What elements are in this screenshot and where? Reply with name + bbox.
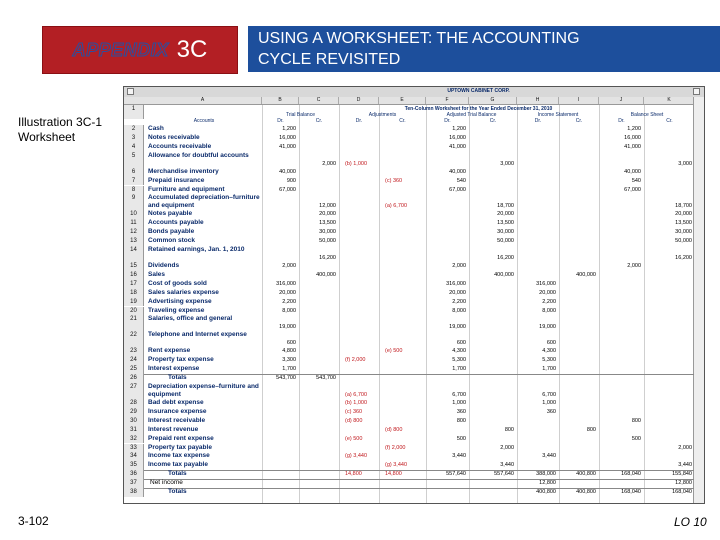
amount-cell[interactable]: (f) 2,000 [385,444,406,451]
account-name-cell[interactable]: Net income [150,479,183,487]
amount-cell[interactable]: 16,200 [675,255,692,261]
title-banner [248,26,720,72]
amount-cell[interactable]: (f) 2,000 [345,357,366,364]
drcr-header[interactable]: Cr. [315,118,323,124]
amount-cell[interactable]: 67,000 [624,186,641,193]
amount-cell[interactable]: (c) 360 [385,177,403,184]
account-name-cell[interactable]: Interest revenue [148,425,199,433]
amount-cell[interactable]: 1,700 [452,366,466,373]
amount-cell[interactable]: 500 [456,435,466,442]
account-name-cell[interactable]: Bad debt expense [148,399,204,406]
amount-cell[interactable]: 400,800 [536,489,556,495]
amount-cell[interactable]: (g) 3,440 [385,462,408,469]
row-number[interactable]: 3 [124,134,144,143]
grid-line [469,105,470,503]
row-number[interactable]: 19 [124,298,144,307]
amount-cell[interactable]: 40,000 [449,168,466,175]
row-number[interactable]: 24 [124,356,144,365]
row-number[interactable]: 16 [124,271,144,280]
row-number[interactable]: 1 [124,105,144,119]
amount-cell[interactable]: 5,300 [542,357,556,364]
amount-cell[interactable]: 600 [456,340,466,347]
title-line-2: CYCLE REVISITED [258,51,401,68]
amount-cell[interactable]: (b) 1,000 [345,160,368,167]
account-name-cell[interactable]: Insurance expense [148,407,207,415]
amount-cell[interactable]: 41,000 [624,143,641,150]
drcr-header[interactable]: Cr. [666,118,673,124]
amount-cell[interactable]: 19,000 [539,324,556,331]
account-name-cell[interactable]: Bonds payable [148,228,195,236]
amount-cell[interactable]: 168,040 [621,471,641,478]
amount-cell[interactable]: 155,840 [672,471,692,478]
row-number[interactable]: 37 [124,479,144,488]
amount-cell[interactable]: 41,000 [279,143,296,150]
amount-cell[interactable]: (c) 360 [345,408,363,415]
grid-line [517,105,518,503]
grid-line [559,105,560,503]
amount-cell[interactable]: 4,800 [282,348,296,355]
amount-cell[interactable]: 543,700 [276,375,296,382]
column-header-c[interactable]: C [299,97,339,104]
column-header-d[interactable]: D [339,97,379,104]
account-name-cell[interactable]: Totals [168,470,187,478]
amount-cell[interactable]: 19,000 [449,324,466,331]
amount-cell[interactable]: 3,440 [678,462,692,469]
drcr-header[interactable]: Cr. [575,118,583,124]
amount-cell[interactable]: 30,000 [497,229,514,236]
column-header-h[interactable]: H [517,97,559,104]
title-line-1: USING A WORKSHEET: THE ACCOUNTING [258,30,580,47]
appendix-number: 3C [176,36,208,63]
amount-cell[interactable]: 13,500 [319,220,336,227]
amount-cell[interactable]: 800 [456,417,466,424]
amount-cell[interactable]: 1,000 [542,400,556,406]
row-number[interactable]: 34 [124,452,144,461]
amount-cell[interactable]: 400,800 [576,471,596,478]
amount-cell[interactable]: 16,200 [497,255,514,261]
amount-cell[interactable]: 67,000 [279,186,296,193]
amount-cell[interactable]: 543,700 [316,375,336,382]
row-number[interactable]: 9 [124,194,144,210]
amount-cell[interactable]: 20,000 [539,289,556,296]
amount-cell[interactable]: 16,000 [624,134,641,141]
amount-cell[interactable]: 20,000 [319,211,336,218]
amount-cell[interactable]: 400,800 [576,489,596,495]
amount-cell[interactable]: 2,200 [542,298,556,305]
row-number[interactable]: 11 [124,219,144,228]
row-number[interactable]: 14 [124,246,144,262]
amount-cell[interactable]: (d) 800 [345,417,363,424]
caption-line-2: Worksheet [18,130,76,144]
column-header-k[interactable]: K [644,97,695,104]
amount-cell[interactable]: 1,200 [282,126,296,132]
amount-cell[interactable]: 13,500 [497,220,514,227]
row-number[interactable]: 5 [124,152,144,168]
amount-cell[interactable]: 168,040 [672,489,692,495]
amount-cell[interactable]: (d) 800 [385,426,403,433]
grid-line [644,105,645,503]
amount-cell[interactable]: 20,000 [449,289,466,296]
amount-cell[interactable]: 4,300 [452,348,466,355]
account-name-cell[interactable]: Sales salaries expense [148,288,219,296]
row-number[interactable]: 12 [124,228,144,237]
account-name-cell[interactable]: Depreciation expense–furniture and equipment [148,383,259,398]
row-number[interactable]: 6 [124,168,144,177]
account-name-cell[interactable]: Rent expense [148,347,191,355]
amount-cell[interactable]: 3,440 [542,453,556,460]
column-header-j[interactable]: J [599,97,644,104]
amount-cell[interactable]: 2,000 [678,444,692,451]
amount-cell[interactable]: 8,000 [452,307,466,314]
group-header[interactable]: Adjusted Trial Balance [446,112,497,118]
account-name-cell[interactable]: Interest receivable [148,416,206,424]
close-box-icon[interactable] [127,88,134,95]
drcr-header[interactable]: Dr. [618,118,625,124]
amount-cell[interactable]: 400,000 [316,271,336,278]
account-name-cell[interactable]: Retained earnings, Jan. 1, 2010 [148,246,245,253]
column-header-f[interactable]: F [426,97,469,104]
amount-cell[interactable]: 16,000 [449,134,466,141]
row-number[interactable]: 28 [124,399,144,408]
grid-line [599,105,600,503]
amount-cell[interactable]: 2,000 [627,263,641,269]
amount-cell[interactable]: 20,000 [497,211,514,218]
account-name-cell[interactable]: Prepaid insurance [148,176,205,184]
row-number[interactable]: 7 [124,177,144,186]
accounts-header[interactable]: Accounts [193,118,215,124]
amount-cell[interactable]: 40,000 [624,168,641,175]
column-header-b[interactable]: B [262,97,299,104]
account-name-cell[interactable]: Telephone and Internet expense [148,331,247,339]
amount-cell[interactable]: 168,040 [621,489,641,495]
amount-cell[interactable]: 800 [504,426,514,433]
row-number[interactable]: 10 [124,210,144,219]
amount-cell[interactable]: (a) 6,700 [385,203,408,210]
worksheet-subtitle[interactable]: Ten-Column Worksheet for the Year Ended December 31, 2010 [404,106,553,112]
amount-cell[interactable]: 30,000 [319,229,336,236]
account-name-cell[interactable]: Totals [168,488,187,495]
amount-cell[interactable]: 557,640 [494,471,514,478]
account-name-cell[interactable]: Dividends [148,262,180,269]
row-number[interactable]: 20 [124,307,144,316]
account-name-cell[interactable]: Prepaid rent expense [148,434,214,442]
amount-cell[interactable]: 500 [631,435,641,442]
account-name-cell[interactable]: Allowance for doubtful accounts [148,151,249,159]
amount-cell[interactable]: 557,640 [446,471,466,478]
amount-cell[interactable]: 13,500 [675,220,692,227]
amount-cell[interactable]: 16,200 [319,255,336,261]
row-number[interactable]: 15 [124,262,144,271]
amount-cell[interactable]: 50,000 [319,238,336,245]
row-number[interactable]: 21 [124,315,144,331]
row-number[interactable]: 27 [124,383,144,399]
row-number[interactable]: 23 [124,347,144,356]
amount-cell[interactable]: 14,800 [345,471,362,478]
amount-cell[interactable]: 400,000 [576,271,596,278]
row-number[interactable]: 35 [124,461,144,470]
account-name-cell[interactable]: Salaries, office and general [148,315,233,323]
amount-cell[interactable]: 40,000 [279,168,296,175]
amount-cell[interactable]: 6,700 [452,392,466,398]
amount-cell[interactable]: 1,700 [542,366,556,373]
amount-cell[interactable]: 600 [286,340,296,347]
account-name-cell[interactable]: Sales [148,270,165,278]
drcr-header[interactable]: Dr. [277,118,284,124]
account-name-cell[interactable]: Merchandise inventory [148,167,219,175]
column-header-g[interactable]: G [469,97,517,104]
amount-cell[interactable]: 800 [586,426,596,433]
grid-line [262,105,263,503]
amount-cell[interactable]: 540 [456,177,466,184]
amount-cell[interactable]: (g) 3,440 [345,453,368,460]
illustration-caption [18,115,102,145]
amount-cell[interactable]: 8,000 [542,307,556,314]
amount-cell[interactable]: 12,800 [539,480,556,487]
row-number[interactable]: 18 [124,289,144,298]
account-name-cell[interactable]: Interest expense [148,365,200,373]
account-name-cell[interactable]: Notes receivable [148,133,200,141]
amount-cell[interactable]: 20,000 [675,211,692,218]
row-number[interactable]: 13 [124,237,144,246]
row-number[interactable]: 36 [124,470,144,479]
amount-cell[interactable]: 360 [546,408,556,415]
amount-cell[interactable]: 3,440 [452,453,466,460]
row-number[interactable]: 30 [124,417,144,426]
group-header[interactable]: Balance Sheet [630,112,664,118]
row-number[interactable]: 32 [124,435,144,444]
amount-cell[interactable]: 2,000 [500,444,514,451]
row-number[interactable]: 26 [124,374,144,383]
vertical-scrollbar[interactable] [693,97,704,504]
amount-cell[interactable]: 8,000 [282,307,296,314]
row-number[interactable]: 2 [124,125,144,134]
grid-line [339,105,340,503]
amount-cell[interactable]: 388,000 [536,471,556,478]
account-name-cell[interactable]: Income tax payable [148,461,208,469]
account-name-cell[interactable]: Accounts payable [148,219,204,227]
amount-cell[interactable]: 3,000 [500,160,514,167]
account-name-cell[interactable]: Income tax expense [148,452,210,460]
row-number[interactable]: 17 [124,280,144,289]
column-header-bar [124,97,704,105]
column-header-a[interactable]: A [144,97,262,104]
page-number: 3-102 [18,514,49,528]
amount-cell[interactable]: 1,200 [452,126,466,132]
amount-cell[interactable]: 1,200 [627,126,641,132]
grid-line [299,105,300,503]
row-number[interactable]: 38 [124,488,144,497]
row-number[interactable]: 25 [124,365,144,374]
column-header-e[interactable]: E [379,97,426,104]
account-name-cell[interactable]: Property tax payable [148,443,212,451]
amount-cell[interactable]: 67,000 [449,186,466,193]
amount-cell[interactable]: 900 [286,177,296,184]
amount-cell[interactable]: 19,000 [279,324,296,331]
group-header[interactable]: Adjustments [368,112,397,118]
amount-cell[interactable]: 18,700 [497,203,514,210]
amount-cell[interactable]: 360 [456,408,466,415]
amount-cell[interactable]: 4,300 [542,348,556,355]
amount-cell[interactable]: (e) 500 [385,348,403,355]
amount-cell[interactable]: 50,000 [497,238,514,245]
account-name-cell[interactable]: Property tax expense [148,356,214,364]
account-name-cell[interactable]: Accumulated depreciation–furniture and equipment [148,194,260,209]
amount-cell[interactable]: 540 [631,177,641,184]
account-name-cell[interactable]: Advertising expense [148,297,212,305]
amount-cell[interactable]: 18,700 [675,203,692,210]
caption-line-1: Illustration 3C-1 [18,115,103,129]
amount-cell[interactable]: 600 [546,340,556,347]
amount-cell[interactable]: 6,700 [542,392,556,398]
amount-cell[interactable]: (e) 500 [345,435,363,442]
account-name-cell[interactable]: Accounts receivable [148,142,212,150]
amount-cell[interactable]: 1,700 [282,366,296,373]
appendix-banner [42,26,238,74]
amount-cell[interactable]: 14,800 [385,471,402,478]
drcr-header[interactable]: Cr. [399,118,406,124]
row-number[interactable]: 22 [124,331,144,347]
amount-cell[interactable]: 316,000 [446,280,466,287]
amount-cell[interactable]: 2,200 [282,298,296,305]
drcr-header[interactable]: Dr. [534,118,542,124]
account-name-cell[interactable]: Cost of goods sold [148,279,207,287]
amount-cell[interactable]: 316,000 [536,280,556,287]
amount-cell[interactable]: 3,300 [282,357,296,364]
amount-cell[interactable]: 30,000 [675,229,692,236]
worksheet-window [123,86,705,504]
row-number[interactable]: 29 [124,408,144,417]
amount-cell[interactable]: 800 [631,417,641,424]
row-number[interactable]: 4 [124,143,144,152]
amount-cell[interactable]: 12,800 [675,480,692,487]
worksheet-company-name[interactable]: UPTOWN CABINET CORP. [447,88,510,94]
learning-objective: LO 10 [674,515,707,529]
amount-cell[interactable]: 20,000 [279,289,296,296]
amount-cell[interactable]: 12,000 [319,203,336,210]
account-name-cell[interactable]: Notes payable [148,210,193,218]
amount-cell[interactable]: 2,000 [322,160,336,167]
account-name-cell[interactable]: Cash [148,125,164,132]
amount-cell[interactable]: 316,000 [276,280,296,287]
amount-cell[interactable]: 1,000 [452,400,466,406]
amount-cell[interactable]: (b) 1,000 [345,400,368,406]
amount-cell[interactable]: (a) 6,700 [345,392,368,398]
account-name-cell[interactable]: Totals [168,374,187,382]
account-name-cell[interactable]: Furniture and equipment [148,185,225,193]
row-number[interactable]: 31 [124,426,144,435]
drcr-header[interactable]: Dr. [355,118,363,124]
amount-cell[interactable]: 2,200 [452,298,466,305]
drcr-header[interactable]: Dr. [444,118,451,124]
amount-cell[interactable]: 16,000 [279,134,296,141]
amount-cell[interactable]: 2,000 [282,263,296,269]
amount-cell[interactable]: 3,000 [678,160,692,167]
row-number[interactable]: 8 [124,186,144,195]
drcr-header[interactable]: Cr. [489,118,497,124]
row-number[interactable]: 33 [124,444,144,453]
amount-cell[interactable]: 50,000 [675,238,692,245]
amount-cell[interactable]: 3,440 [500,462,514,469]
amount-cell[interactable]: 2,000 [452,263,466,269]
amount-cell[interactable]: 5,300 [452,357,466,364]
account-name-cell[interactable]: Traveling expense [148,306,205,314]
appendix-label: APPENDIX [72,39,169,60]
amount-cell[interactable]: 41,000 [449,143,466,150]
account-name-cell[interactable]: Common stock [148,237,195,245]
group-header[interactable]: Income Statement [537,112,579,118]
group-header[interactable]: Trial Balance [286,112,315,118]
column-header-i[interactable]: I [559,97,599,104]
amount-cell[interactable]: 400,000 [494,271,514,278]
